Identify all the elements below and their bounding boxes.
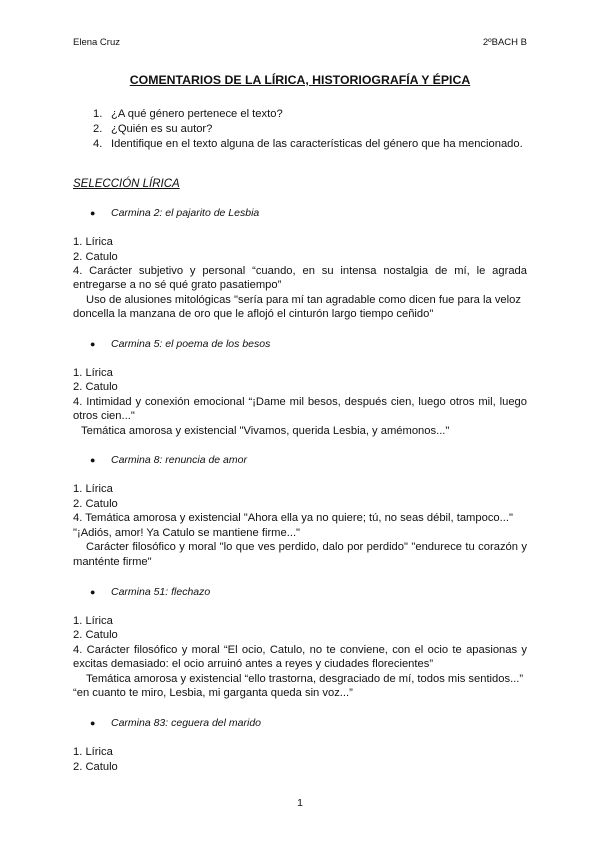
question-number: 1. [93,108,103,120]
page-number: 1 [297,797,303,809]
poem-line: 2. Catulo [73,761,118,773]
poem-line: "¡Adiós, amor! Ya Catulo se mantiene firme..." [73,527,301,539]
poem-line: 1. Lírica [73,483,113,495]
poem-line: Temática amorosa y existencial "Vivamos, querida Lesbia, y amémonos..." [81,425,450,437]
question-item [93,108,283,120]
page-title: COMENTARIOS DE LA LÍRICA, HISTORIOGRAFÍA Y ÉPICA [129,73,471,87]
question-text: Identifique en el texto alguna de las características del género que ha mencionado. [111,138,523,150]
poem-heading [90,454,247,466]
poem-line: 1. Lírica [73,615,113,627]
poem-line: 4. Temática amorosa y existencial "Ahora ella ya no quiere; tú, no seas débil, tampoco..." [73,512,513,524]
question-text: ¿A qué género pertenece el texto? [111,108,283,120]
poem-line: Temática amorosa y existencial “ello trastorna, desgraciado de mí, todos mis sentidos...” [86,673,524,685]
question-number: 4. [93,138,103,150]
poem-heading-text: Carmina 83: ceguera del marido [111,717,261,729]
poem-line: 1. Lírica [73,746,113,758]
poem-line: 2. Catulo [73,251,118,263]
poem-heading [90,717,261,729]
poem-line: Uso de alusiones mitológicas "sería para mí tan agradable como dicen fue para la veloz [86,294,521,306]
poem-line: manténte firme" [73,556,152,568]
header-author: Elena Cruz [73,37,120,48]
bullet-icon: ● [90,208,96,218]
poem-line: 1. Lírica [73,367,113,379]
bullet-icon: ● [90,455,96,465]
poem-line: “en cuanto te miro, Lesbia, mi garganta queda sin voz...” [73,687,353,699]
poem-line: Carácter filosófico y moral "lo que ves perdido, dalo por perdido" "endurece tu corazón y [86,541,527,553]
question-item [93,123,212,135]
bullet-icon: ● [90,587,96,597]
bullet-icon: ● [90,718,96,728]
poem-heading [90,586,210,598]
poem-line: 2. Catulo [73,381,118,393]
poem-line: 2. Catulo [73,498,118,510]
poem-line: excitas demasiado: el ocio arruinó antes a reyes y ciudades florecientes” [73,658,434,670]
poem-heading [90,207,259,219]
poem-line: otros cien..." [73,410,135,422]
poem-line: 4. Carácter filosófico y moral “El ocio, Catulo, no te conviene, con el ocio te apasionas y [73,644,527,656]
poem-line: 2. Catulo [73,629,118,641]
question-item [93,138,523,150]
poem-heading-text: Carmina 51: flechazo [111,586,211,598]
poem-heading-text: Carmina 5: el poema de los besos [111,338,271,350]
question-text: ¿Quién es su autor? [111,123,213,135]
bullet-icon: ● [90,339,96,349]
poem-line: doncella la manzana de oro que le aflojó el cinturón largo tiempo ceñido" [73,308,434,320]
poem-line: 4. Carácter subjetivo y personal “cuando, en su intensa nostalgia de mí, le agrada [73,265,527,277]
poem-heading-text: Carmina 2: el pajarito de Lesbia [111,207,260,219]
header-class: 2ºBACH B [482,37,527,48]
poem-line: 1. Lírica [73,236,113,248]
question-number: 2. [93,123,103,135]
poem-heading [90,338,270,350]
section-title: SELECCIÓN LÍRICA [73,178,180,190]
poem-line: entregarse a no sé qué grato pasatiempo” [73,279,282,291]
poem-line: 4. Intimidad y conexión emocional “¡Dame mil besos, después cien, luego otros mil, luego [73,396,527,408]
poem-heading-text: Carmina 8: renuncia de amor [111,454,247,466]
